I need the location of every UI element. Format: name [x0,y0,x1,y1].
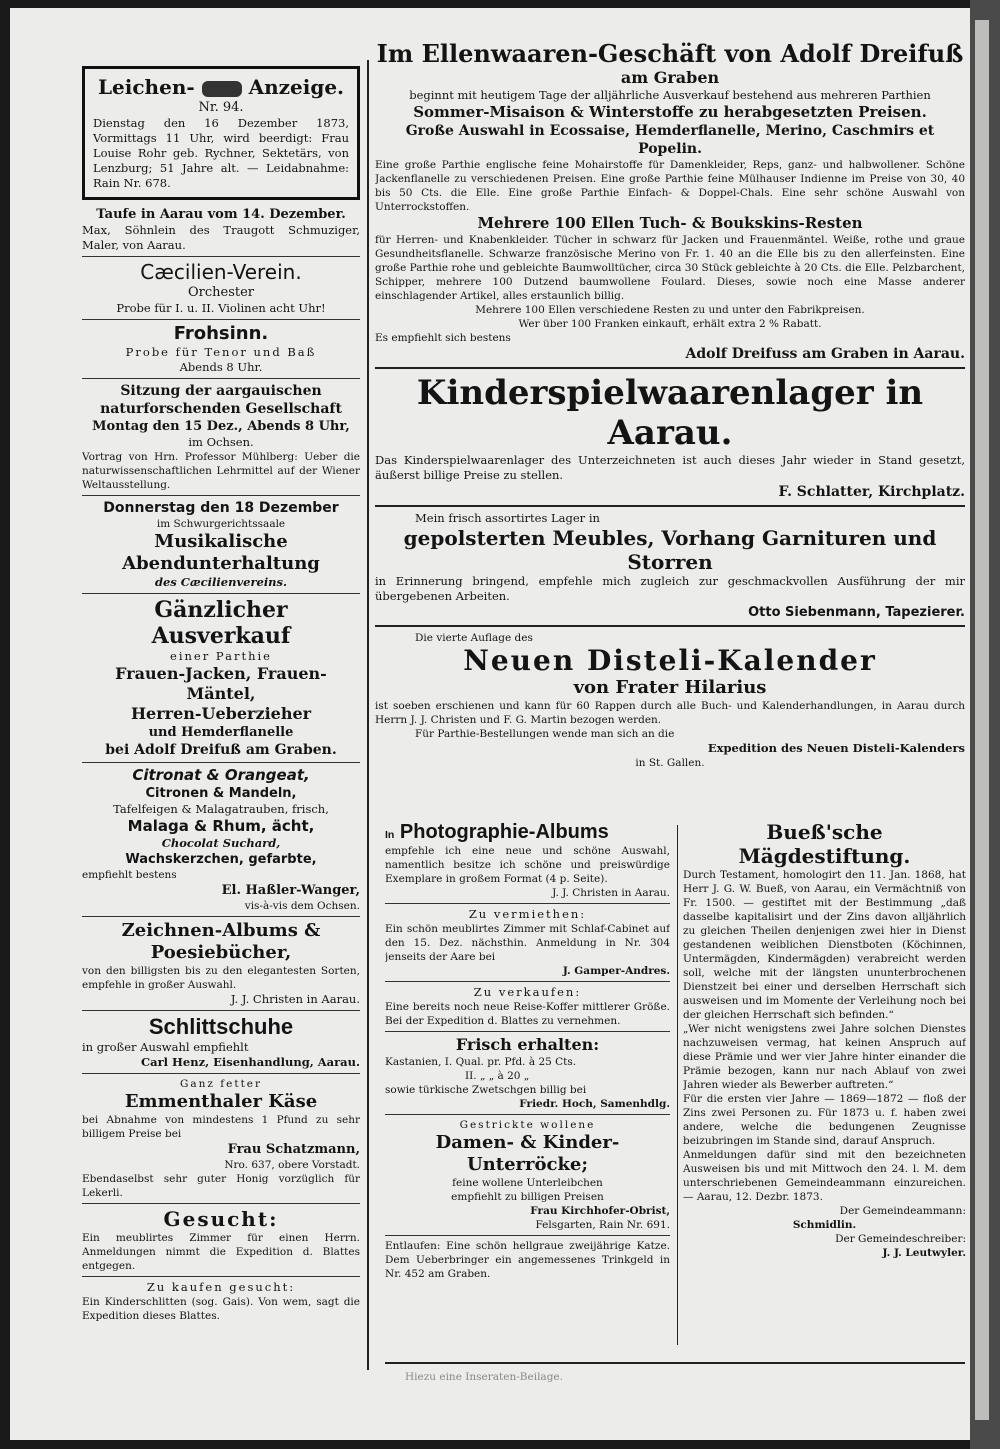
adjacent-page-edge [975,20,989,1420]
dreifuss-para2: für Herren- und Knabenkleider. Tücher in schwarz für Jacken und Frauenmäntel. Weiße, rothe und graue Gesundheitsflanelle. Schwarze französische Merino von Fr. 1. 40 an die Elle bis zu den allerfeinsten. Eine große Parthie rohe und gebleichte Baumwolltücher, circa 30 Stück gebleichte à 20 Cts. die Elle. Pelzbarchent, Schipper, mehrere 100 Dutzend baumwollene Foulard. Dieses, sowie noch eine Masse anderer einschlagender Artikel, alles erstaunlich billig. [375,234,965,302]
ausverkauf-line1: einer Parthie [170,649,272,663]
footer-faded-text: Hiezu eine Inseraten-Beilage. [405,1371,563,1383]
citronat-line3: Tafelfeigen & Malagatrauben, frisch, [113,802,329,816]
buess-sig2: Der Gemeindeschreiber: [835,1233,966,1245]
citronat-line7: empfiehlt bestens [82,869,177,881]
kinderspiel-signer: F. Schlatter, Kirchplatz. [778,484,965,500]
dreifuss-subtitle: am Graben [620,68,720,87]
dreifuss-signer: Adolf Dreifuss am Graben in Aarau. [685,346,965,362]
photo-pre: In [385,829,395,841]
buess-para1: Durch Testament, homologirt den 11. Jan. 1868, hat Herr J. G. W. Bueß, von Aarau, ein Vermächtniß von Fr. 1500. — gestiftet mit der Bestimmung „daß dasselbe kapitalisirt und der Zins davon alljährlich zu gleichen Theilen denjenigen zwei hier in Dienst gestandenen weiblichen Dienstboten (Köchinnen, Untermägden, Kindermägden) verabreicht werden soll, welche mit der längsten ununterbrochenen Dienstzeit bei einer und derselben Herrschaft sich ausweisen und im Momente der Verleihung noch bei der gleichen Herrschaft sich befinden.“ [683,869,966,1021]
frohsinn-line1: Probe für Tenor und Baß [125,345,317,359]
frisch-line1: Kastanien, I. Qual. pr. Pfd. à 25 Cts. [385,1056,577,1068]
unterroecke-title: Damen- & Kinder-Unterröcke; [435,1132,620,1175]
funeral-number: Nr. 94. [198,100,244,115]
dreifuss-line1: beginnt mit heutigem Tage der alljährliche Ausverkauf bestehend aus mehreren Parthien [409,88,931,102]
disteli-signer-place: in St. Gallen. [635,757,705,769]
funeral-title [93,75,349,99]
citronat-line6: Wachskerzchen, gefarbte, [125,852,317,867]
caecilien-sub: Orchester [187,285,255,300]
frohsinn-title: Frohsinn. [173,323,269,344]
verkaufen-body: Eine bereits noch neue Reise-Koffer mittlerer Größe. Bei der Expedition d. Blattes zu vernehmen. [385,1001,670,1027]
ausverkauf-title: Gänzlicher Ausverkauf [151,597,291,649]
unterroecke-signer: Frau Kirchhofer-Obrist, [530,1205,670,1217]
siebenmann-signer: Otto Siebenmann, Tapezierer. [748,605,965,620]
citronat-line5: Chocolat Suchard, [161,836,281,850]
zu-kaufen-title: Zu kaufen gesucht: [146,1280,296,1294]
siebenmann-title: gepolsterten Meubles, Vorhang Garnituren und Storren [403,526,937,574]
unterroecke-line1: feine wollene Unterleibchen [452,1177,603,1189]
funeral-title-left: Leichen- [97,75,195,99]
schlittschuhe-body: in großer Auswahl empfiehlt [82,1040,249,1054]
zeichnen-body: von den billigsten bis zu den elegantesten Sorten, empfehle in großer Auswahl. [82,965,360,991]
citronat-line1: Citronat & Orangeat, [132,766,310,784]
photo-body: empfehle ich eine neue und schöne Auswahl, namentlich besitze ich schöne und preiswürdige Exemplare in großem Format (4 p. Seite). [385,845,670,885]
kaese-body: bei Abnahme von mindestens 1 Pfund zu sehr billigem Preise bei [82,1114,360,1140]
left-column [82,66,360,1386]
concert-date: Donnerstag den 18 Dezember [103,500,339,516]
frisch-line2: II. „ „ à 20 „ [465,1070,530,1082]
disteli-intro: Die vierte Auflage des [415,632,533,644]
dreifuss-title: Im Ellenwaaren-Geschäft von Adolf Dreifuß [376,40,964,68]
unterroecke-pre: Gestrickte wollene [459,1119,596,1131]
zeichnen-signer: J. J. Christen in Aarau. [230,992,360,1006]
ausverkauf-line2: Frauen-Jacken, Frauen-Mäntel, [115,664,327,703]
disteli-author: von Frater Hilarius [573,677,767,698]
zu-kaufen-body: Ein Kinderschlitten (sog. Gais). Von wem, sagt die Expedition dieses Blattes. [82,1296,360,1322]
disteli-body: ist soeben erschienen und kann für 60 Rappen durch alle Buch- und Kalenderhandlungen, in Aarau durch Herrn J. J. Christen und F. G. Martin bezogen werden. [375,700,965,726]
dreifuss-line2: Sommer-Misaison & Winterstoffe zu herabgesetzten Preisen. [413,103,927,121]
entlaufen-body: Entlaufen: Eine schön hellgraue zweijährige Katze. Dem Ueberbringer ein angemessenes Trinkgeld in Nr. 452 am Graben. [385,1240,670,1280]
baptism-body: Max, Söhnlein des Traugott Schmuziger, Maler, von Aarau. [82,223,360,252]
dreifuss-line3: Große Auswahl in Ecossaise, Hemderflanelle, Merino, Caschmirs et Popelin. [405,123,935,157]
baptism-heading: Taufe in Aarau vom 14. Dezember. [96,207,346,222]
frohsinn-line2: Abends 8 Uhr. [179,360,263,374]
buess-sig1: Der Gemeindeammann: [839,1205,966,1217]
disteli-line2: Für Parthie-Bestellungen wende man sich an die [415,728,675,740]
gesucht-body: Ein meublirtes Zimmer für einen Herrn. Anmeldungen nimmt die Expedition d. Blattes entgegen. [82,1232,360,1272]
buess-para4: Anmeldungen dafür sind mit den bezeichneten Ausweisen bis und mit Mittwoch den 24. l. M. dem unterschriebenen Gemeindeammann einzureichen. — Aarau, 12. Dezbr. 1873. [683,1149,966,1203]
citronat-signer: El. Haßler-Wanger, [221,883,360,898]
ausverkauf-line3: Herren-Ueberzieher [130,704,312,723]
vermiethen-title: Zu vermiethen: [468,907,587,921]
column-rule [367,60,369,1370]
photo-signer: J. J. Christen in Aarau. [552,887,670,899]
frisch-title: Frisch erhalten: [455,1035,600,1054]
concert-org: des Cæcilienvereins. [154,575,288,589]
concert-place: im Schwurgerichtssaale [156,518,286,530]
dreifuss-line7: Es empfiehlt sich bestens [375,332,511,344]
photo-heading [385,820,670,844]
buess-sig1-name: Schmidlin. [792,1219,857,1231]
unterroecke-line2: empfiehlt zu billigen Preisen [451,1191,604,1203]
concert-title: Musikalische Abendunterhaltung [122,531,320,574]
dreifuss-line5: Mehrere 100 Ellen verschiedene Resten zu und unter den Fabrikpreisen. [475,304,865,316]
sitzung-body: Vortrag von Hrn. Professor Mühlberg: Ueber die naturwissenschaftlichen Lehrmittel auf der Wiener Weltausstellung. [82,451,360,491]
unterroecke-signer-place: Felsgarten, Rain Nr. 691. [535,1219,670,1231]
caecilien-title: Cæcilien-Verein. [140,260,302,284]
kaese-extra: Ebendaselbst sehr guter Honig vorzüglich für Lekerli. [82,1173,360,1199]
zeichnen-title: Zeichnen-Albums & Poesiebücher, [121,920,321,963]
frisch-line3: sowie türkische Zwetschgen billig bei [385,1084,587,1096]
buess-para2: „Wer nicht wenigstens zwei Jahre solchen Dienstes nachzuweisen vermag, hat keinen Anspruch auf diese Prämie und wer vier Jahre hinter einander die Prämie bezogen, kann nur nach Ablauf von zwei Jahren wieder als Bewerber auftreten.“ [683,1023,966,1091]
kaese-signer: Frau Schatzmann, [227,1142,360,1157]
ornament-icon [202,81,242,97]
citronat-signer-place: vis-à-vis dem Ochsen. [244,900,360,912]
kaese-title: Emmenthaler Käse [124,1091,318,1112]
verkaufen-title: Zu verkaufen: [473,985,582,999]
citronat-line2: Citronen & Mandeln, [145,786,297,801]
kinderspiel-body: Das Kinderspielwaarenlager des Unterzeichneten ist auch dieses Jahr wieder in Stand gesetzt, äußerst billige Preise zu stellen. [375,453,965,482]
ausverkauf-line5: bei Adolf Dreifuß am Graben. [105,742,337,758]
dreifuss-line4: Mehrere 100 Ellen Tuch- & Boukskins-Resten [477,214,863,232]
funeral-body: Dienstag den 16 Dezember 1873, Vormittags 11 Uhr, wird beerdigt: Frau Louise Rohr geb. Rychner, Sektetärs, von Lenzburg; 51 Jahre alt. — Leidabnahme: Rain Nr. 678. [93,116,349,190]
dreifuss-line6: Wer über 100 Franken einkauft, erhält extra 2 % Rabatt. [518,318,822,330]
sub-left-column [385,820,670,1365]
sitzung-title: Sitzung der aargauischen naturforschenden Gesellschaft [100,383,342,417]
frisch-signer: Friedr. Hoch, Samenhdlg. [519,1098,670,1110]
ausverkauf-line4: und Hemderflanelle [148,725,294,740]
right-column [375,40,965,820]
funeral-title-right: Anzeige. [248,75,345,99]
kaese-pre: Ganz fetter [179,1078,263,1090]
buess-para3: Für die ersten vier Jahre — 1869—1872 — floß der Zins zwei Personen zu. Für 1873 u. f. haben zwei andere, welche die bedungenen Zeugnisse beizubringen im Stande sind, darauf Anspruch. [683,1093,966,1147]
schlittschuhe-title: Schlittschuhe [148,1014,294,1039]
sub-right-column [683,820,966,1345]
column-rule [677,825,678,1345]
siebenmann-body: in Erinnerung bringend, empfehle mich zugleich zur geschmackvollen Ausführung der mir übergebenen Arbeiten. [375,574,965,603]
caecilien-body: Probe für I. u. II. Violinen acht Uhr! [116,301,326,315]
gesucht-title: Gesucht: [163,1207,279,1231]
dreifuss-para1: Eine große Parthie englische feine Mohairstoffe für Damenkleider, Reps, ganz- und halbwollener. Schöne Jackenflanelle zu verschiedenen Preisen. Eine große Parthie feine Mülhauser Indienne im Preise von 30, 40 bis 50 Cts. die Elle. Eine große Parthie Einfach- & Doppel-Chals. Eine sehr schöne Auswahl von Unterrockstoffen. [375,159,965,213]
vermiethen-signer: J. Gamper-Andres. [562,965,670,977]
photo-title: Photographie-Albums [399,821,609,843]
buess-title: Bueß'sche Mägdestiftung. [738,820,911,868]
schlittschuhe-signer: Carl Henz, Eisenhandlung, Aarau. [140,1055,360,1069]
buess-sig2-name: J. J. Leutwyler. [882,1247,966,1259]
kaese-signer-place: Nro. 637, obere Vorstadt. [224,1159,360,1171]
kinderspiel-title: Kinderspielwaarenlager in Aarau. [416,373,924,453]
disteli-title: Neuen Disteli-Kalender [463,644,877,677]
sitzung-date: Montag den 15 Dez., Abends 8 Uhr, [92,419,350,434]
vermiethen-body: Ein schön meublirtes Zimmer mit Schlaf-Cabinet auf den 15. Dez. nächsthin. Anmeldung in Nr. 304 jenseits der Aare bei [385,923,670,963]
funeral-notice [82,66,360,200]
siebenmann-intro: Mein frisch assortirtes Lager in [415,511,600,525]
disteli-signer: Expedition des Neuen Disteli-Kalenders [707,741,965,755]
sitzung-place: im Ochsen. [188,435,254,449]
citronat-line4: Malaga & Rhum, ächt, [127,817,315,835]
